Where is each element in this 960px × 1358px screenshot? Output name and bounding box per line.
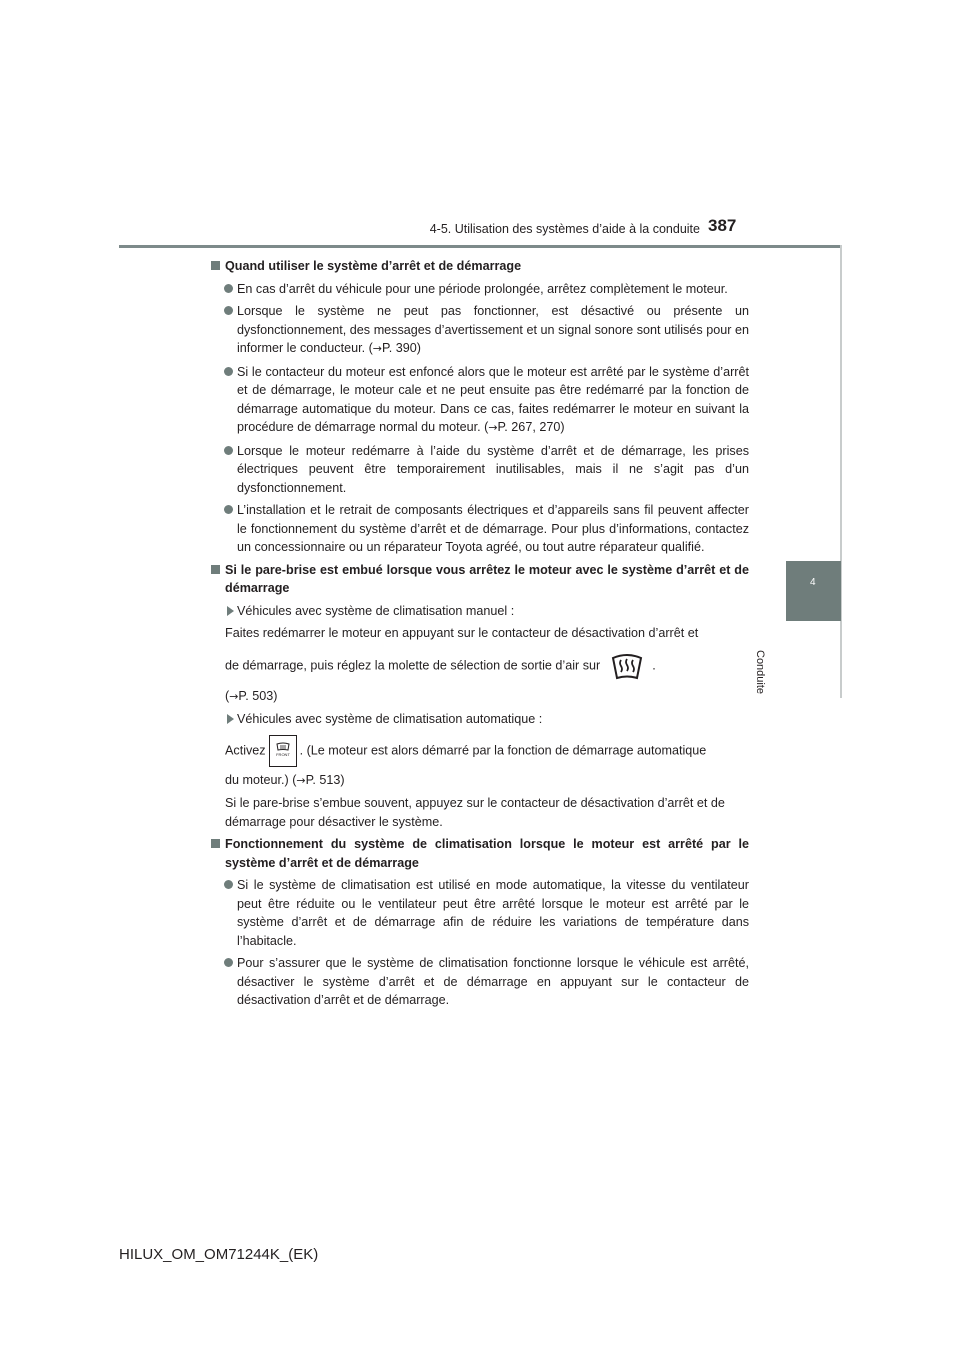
triangle-bullet-icon (227, 714, 234, 724)
square-bullet-icon (211, 839, 220, 848)
round-bullet-icon (224, 367, 233, 376)
paragraph: de démarrage, puis réglez la molette de sélection de sortie d’air sur . (211, 649, 749, 683)
page-reference-link[interactable]: P. 390) (382, 341, 421, 355)
section-title: 4-5. Utilisation des systèmes d’aide à la conduite (429, 222, 700, 236)
round-bullet-icon (224, 284, 233, 293)
paragraph: du moteur.) (→P. 513) (225, 772, 345, 787)
front-button-label: FRONT (275, 751, 290, 757)
front-defroster-button-icon (269, 735, 297, 767)
list-item: Si le contacteur du moteur est enfoncé alors que le moteur est arrêté par le système d’arrêt et de démarrage, le moteur cale et ne peut ensuite pas être redémarré par la fonction de démarrage automatique du moteur. Dans ce cas, faites redémarrer le moteur en suivant la procédure de démarrage normal du moteur. (→P. 267, 270) (211, 363, 749, 438)
sub-condition: Véhicules avec système de climatisation automatique : (211, 710, 749, 729)
round-bullet-icon (224, 958, 233, 967)
page-reference-link[interactable]: P. 503) (238, 688, 278, 703)
list-item: Si le système de climatisation est utilisé en mode automatique, la vitesse du ventilateur peut être réduite ou le ventilateur peut être arrêté lorsque le moteur est arrêté par le système d’arrêt et de démarrage afin de réduire les variations de température dans l’habitacle. (211, 876, 749, 950)
paragraph: Faites redémarrer le moteur en appuyant sur le contacteur de désactivation d’arrêt et (225, 626, 699, 640)
windshield-defroster-icon (610, 649, 644, 683)
paragraph: Si le pare-brise s’embue souvent, appuyez sur le contacteur de désactivation d’arrêt et de démarrage pour désactiver le système. (225, 796, 725, 829)
page-reference-link[interactable]: P. 513) (305, 772, 345, 787)
document-code: HILUX_OM_OM71244K_(EK) (119, 1246, 319, 1263)
square-bullet-icon (211, 261, 220, 270)
list-item: L’installation et le retrait de composants électriques et d’appareils sans fil peuvent affecter le fonctionnement du système d’arrêt et de démarrage. Pour plus d’informations, contactez un concessionnaire ou un réparateur Toyota agréé, ou tout autre réparateur qualifié. (211, 501, 749, 557)
section-heading: Fonctionnement du système de climatisation lorsque le moteur est arrêté par le système d’arrêt et de démarrage (211, 835, 749, 872)
chapter-tab[interactable] (786, 561, 841, 621)
paragraph: Activez FRONT . (Le moteur est alors démarré par la fonction de démarrage automatique (211, 735, 749, 767)
round-bullet-icon (224, 446, 233, 455)
triangle-bullet-icon (227, 606, 234, 616)
arrow-icon: → (296, 773, 306, 787)
page-reference-link[interactable]: P. 267, 270) (497, 420, 565, 434)
chapter-number: 4 (810, 577, 816, 588)
paragraph: (→P. 503) (225, 688, 278, 703)
header-divider (119, 245, 841, 248)
list-item: En cas d’arrêt du véhicule pour une période prolongée, arrêtez complètement le moteur. (211, 280, 749, 299)
chapter-label: Conduite (754, 650, 766, 695)
section-heading: Si le pare-brise est embué lorsque vous arrêtez le moteur avec le système d’arrêt et de démarrage (211, 561, 749, 598)
square-bullet-icon (211, 565, 220, 574)
side-divider (840, 245, 842, 698)
section-heading: Quand utiliser le système d’arrêt et de démarrage (211, 257, 749, 276)
sub-condition: Véhicules avec système de climatisation manuel : (211, 602, 749, 621)
page-content (211, 253, 749, 1014)
list-item: Lorsque le moteur redémarre à l’aide du système d’arrêt et de démarrage, les prises électriques peuvent être temporairement inutilisables, mais il ne s’agit pas d’un dysfonctionnement. (211, 442, 749, 498)
round-bullet-icon (224, 880, 233, 889)
page-number: 387 (708, 216, 737, 235)
round-bullet-icon (224, 306, 233, 315)
arrow-icon: → (229, 689, 239, 703)
round-bullet-icon (224, 505, 233, 514)
list-item: Lorsque le système ne peut pas fonctionner, est désactivé ou présente un dysfonctionnement, des messages d’avertissement et un signal sonore sont utilisés pour en informer le conducteur. (→P. 390) (211, 302, 749, 359)
arrow-icon: → (372, 342, 383, 355)
arrow-icon: → (488, 421, 498, 434)
list-item: Pour s’assurer que le système de climatisation fonctionne lorsque le véhicule est arrêté, désactiver le système d’arrêt et de démarrage en appuyant sur le contacteur de désactivation d’arrêt et de démarrage. (211, 954, 749, 1010)
